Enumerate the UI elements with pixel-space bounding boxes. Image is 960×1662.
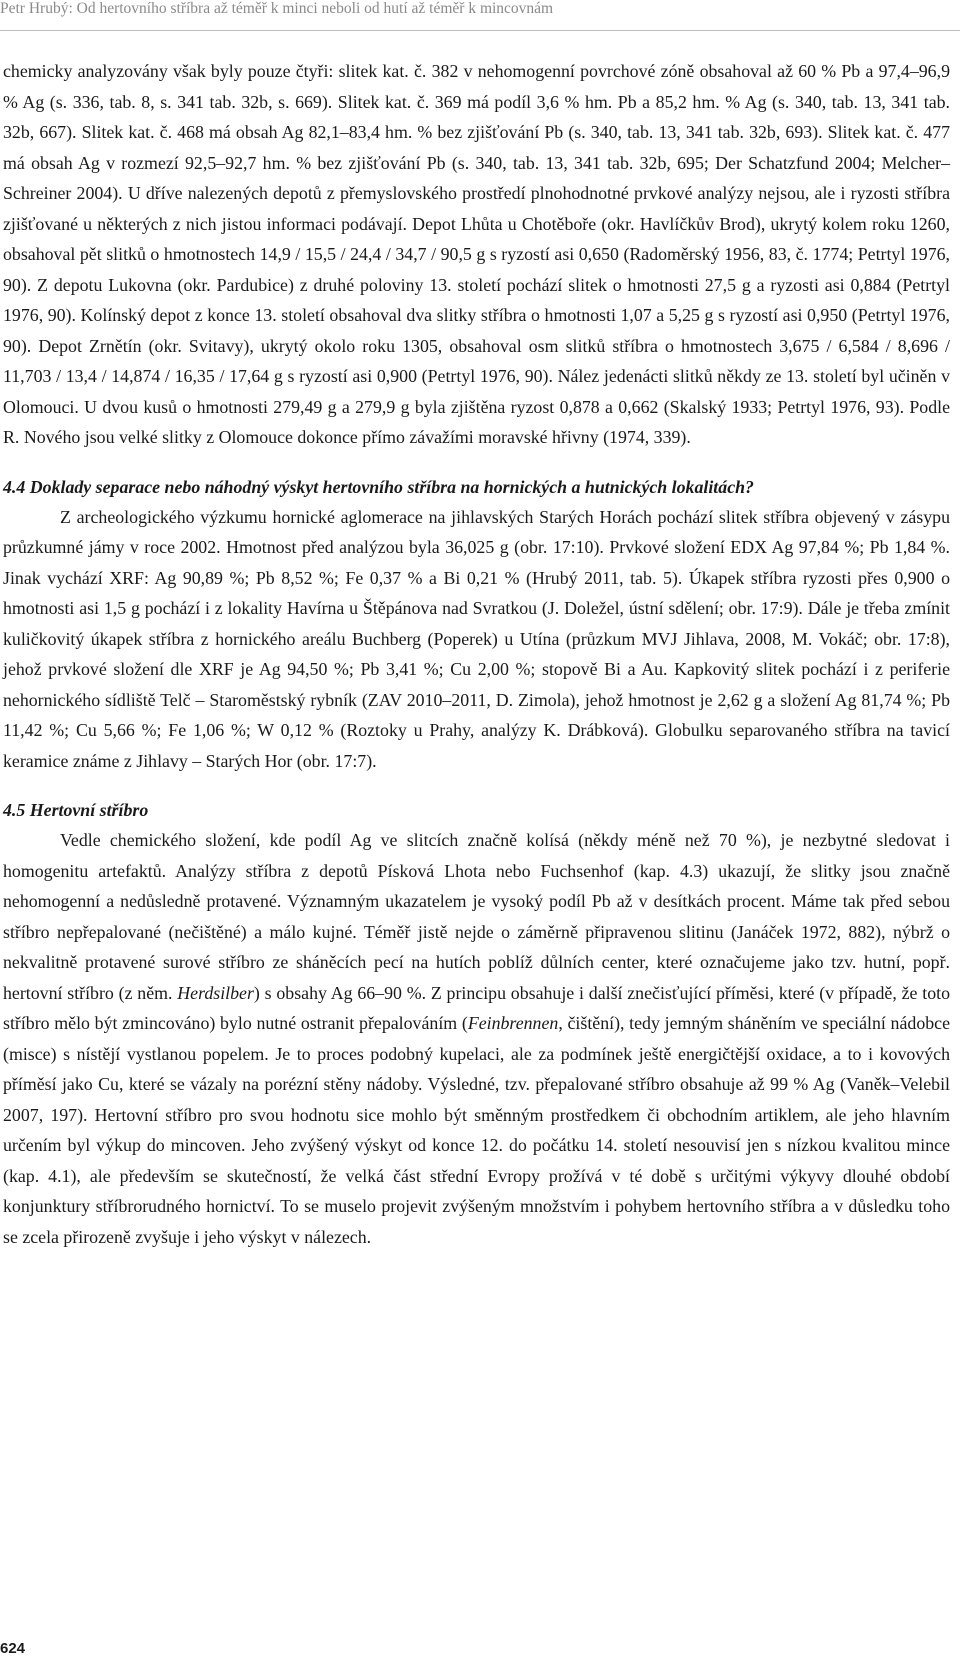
text-run: ) s obsahy Ag 66–90 %. Z principu obsahuje i další znečisťující příměsi, které (v případě, že toto stříbro mělo být zmincováno) bylo nutné ostranit přepalováním ( xyxy=(3,982,950,1033)
body-paragraph: Z archeologického výzkumu hornické aglomerace na jihlavských Starých Horách pochází slitek stříbra objevený v zásypu průzkumné jámy v roce 2002. Hmotnost před analýzou byla 36,025 g (obr. 17:10). Prvkové složení EDX Ag 97,84 %; Pb 1,84 %. Jinak vychází XRF: Ag 90,89 %; Pb 8,52 %; Fe 0,37 % a Bi 0,21 % (Hrubý 2011, tab. 5). Úkapek stříbra ryzosti přes 0,900 o hmotnosti asi 1,5 g pochází i z lokality Havírna u Štěpánova nad Svratkou (J. Doležel, ústní sdělení; obr. 17:9). Dále je třeba zmínit kuličkovitý úkapek stříbra z hornického areálu Buchberg (Poperek) u Utína (průzkum MVJ Jihlava, 2008, M. Vokáč; obr. 17:8), jehož prvkové složení dle XRF je Ag 94,50 %; Pb 3,41 %; Cu 2,00 %; stopově Bi a Au. Kapkovitý slitek pochází i z periferie nehornického sídliště Telč – Staroměstský rybník (ZAV 2010–2011, D. Zimola), jehož hmotnost je 2,62 g a složení Ag 81,74 %; Pb 11,42 %; Cu 5,66 %; Fe 1,06 %; W 0,12 % (Roztoky u Prahy, analýzy K. Drábková). Globulku separovaného stříbra na tavicí keramice známe z Jihlavy – Starých Hor (obr. 17:7). xyxy=(3,506,950,771)
text-run: , čištění), tedy jemným sháněním ve speciální nádobce (misce) s nístějí vystlanou popelem. Je to proces podobný kupelaci, ale za podmínek ještě energičtější oxidace, a to i kovových příměsí jako Cu, které se vázaly na porézní stěny nádoby. Výsledné, tzv. přepalované stříbro obsahuje až 99 % Ag (Vaněk–Velebil 2007, 197). Hertovní stříbro pro svou hodnotu sice mohlo být směnným prostředkem či obchodním artiklem, ale jeho hlavním určením byl výkup do mincoven. Jeho zvýšený výskyt od konce 12. do počátku 14. století nesouvisí jen s nízkou kvalitou mince (kap. 4.1), ale především se skutečností, že velká část střední Evropy prožívá v té době s určitými výkyvy dlouhé období konjunktury stříbrorudného hornictví. To se muselo projevit zvýšeným množstvím i pohybem hertovního stříbra a v důsledku toho se zcela přirozeně zvyšuje i jeho výskyt v nálezech. xyxy=(3,1013,951,1247)
running-header: Petr Hrubý: Od hertovního stříbra až téměř k minci neboli od hutí až téměř k mincovnám xyxy=(0,0,554,17)
page-number: 624 xyxy=(0,1640,26,1657)
section-heading-4-5: 4.5 Hertovní stříbro xyxy=(3,800,149,820)
page-body xyxy=(3,56,950,1252)
section-heading-4-4: 4.4 Doklady separace nebo náhodný výskyt hertovního stříbra na hornických a hutnických lokalitách? xyxy=(3,476,754,497)
text-run: Vedle chemického složení, kde podíl Ag ve slitcích značně kolísá (někdy méně než 70 %), je nezbytné sledovat i homogenitu artefaktů. Analýzy stříbra z depotů Písková Lhota nebo Fuchsenhof (kap. 4.3) ukazují, že slitky jsou značně nehomogenní a nedůsledně protavené. Významným ukazatelem je vysoký podíl Pb až v desítkách procent. Máme tak před sebou stříbro nepřepalované (nečištěné) a málo kujné. Téměř jistě nejde o záměrně připravenou slitinu (Janáček 1972, 882), nýbrž o nekvalitně protavené surové stříbro ze sháněcích pecí na hutích poblíž důlních center, které označujeme jako tzv. hutní, popř. hertovní stříbro (z něm. xyxy=(3,830,950,1003)
body-paragraph xyxy=(3,825,950,1252)
term-feinbrennen: Feinbrennen xyxy=(467,1013,559,1033)
header-rule xyxy=(0,30,960,31)
term-herdsilber: Herdsilber xyxy=(177,982,254,1003)
body-paragraph: chemicky analyzovány však byly pouze čtyři: slitek kat. č. 382 v nehomogenní povrchové zóně obsahoval až 60 % Pb a 97,4–96,9 % Ag (s. 336, tab. 8, s. 341 tab. 32b, s. 669). Slitek kat. č. 369 má podíl 3,6 % hm. Pb a 85,2 hm. % Ag (s. 340, tab. 13, 341 tab. 32b, 667). Slitek kat. č. 468 má obsah Ag 82,1–83,4 hm. % bez zjišťování Pb (s. 340, tab. 13, 341 tab. 32b, 693). Slitek kat. č. 477 má obsah Ag v rozmezí 92,5–92,7 hm. % bez zjišťování Pb (s. 340, tab. 13, 341 tab. 32b, 695; Der Schatzfund 2004; Melcher–Schreiner 2004). U dříve nalezených depotů z přemyslovského prostředí plnohodnotné prvkové analýzy nejsou, ale i ryzosti stříbra zjišťované u některých z nich jistou informaci podávají. Depot Lhůta u Chotěboře (okr. Havlíčkův Brod), ukrytý kolem roku 1260, obsahoval pět slitků o hmotnostech 14,9 / 15,5 / 24,4 / 34,7 / 90,5 g s ryzostí asi 0,650 (Radoměrský 1956, 83, č. 1774; Petrtyl 1976, 90). Z depotu Lukovna (okr. Pardubice) z druhé poloviny 13. století pochází slitek o hmotnosti 27,5 g a ryzosti asi 0,884 (Petrtyl 1976, 90). Kolínský depot z konce 13. století obsahoval dva slitky stříbra o hmotnosti 1,07 a 5,25 g s ryzostí asi 0,950 (Petrtyl 1976, 90). Depot Zrnětín (okr. Svitavy), ukrytý okolo roku 1305, obsahoval osm slitků stříbra o hmotnostech 3,675 / 6,584 / 8,696 / 11,703 / 13,4 / 14,874 / 16,35 / 17,64 g s ryzostí asi 0,900 (Petrtyl 1976, 90). Nález jedenácti slitků někdy ze 13. století byl učiněn v Olomouci. U dvou kusů o hmotnosti 279,49 g a 279,9 g byla zjištěna ryzost 0,878 a 0,662 (Skalský 1933; Petrtyl 1976, 93). Podle R. Nového jsou velké slitky z Olomouce dokonce přímo závažími moravské hřivny (1974, 339). xyxy=(3,61,950,447)
